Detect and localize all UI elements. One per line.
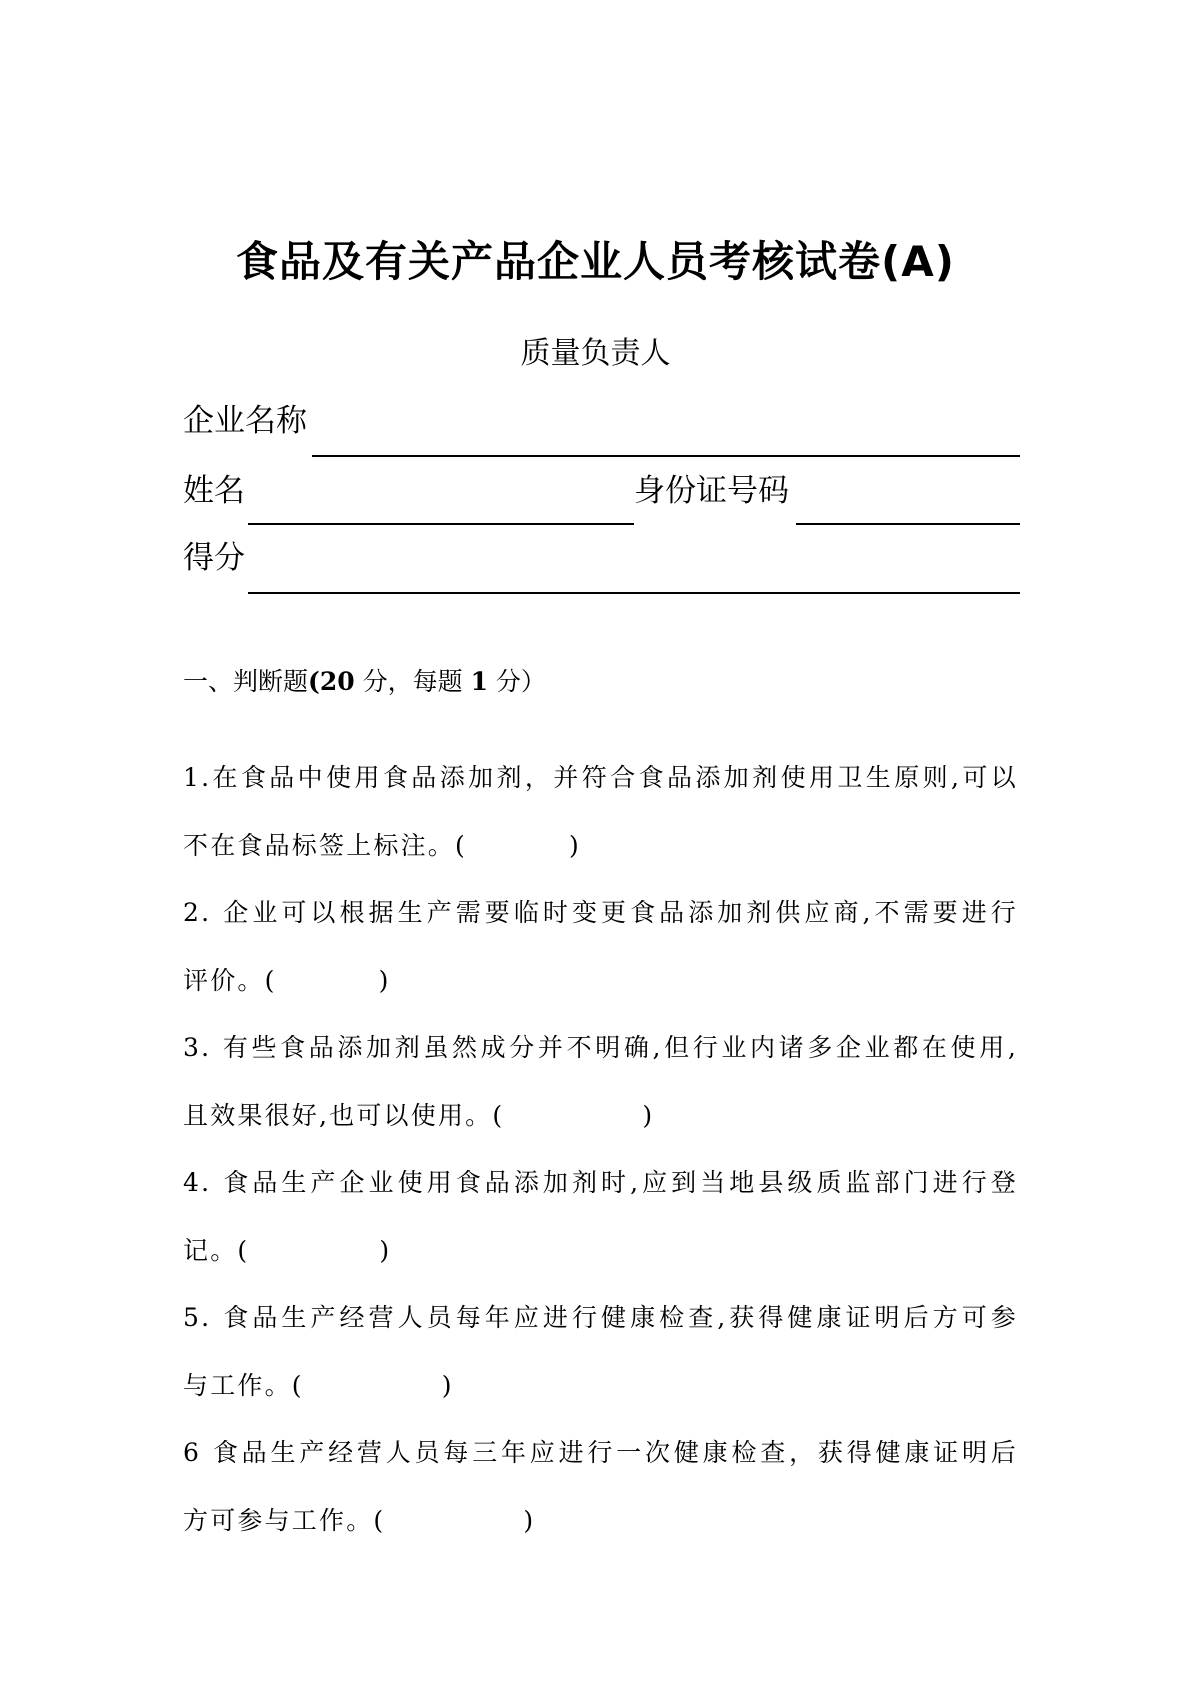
question-3-line-1: 3. 有些食品添加剂虽然成分并不明确,但行业内诸多企业都在使用, xyxy=(183,1033,1018,1062)
company-name-line[interactable] xyxy=(312,455,1020,457)
question-6-close-paren: ) xyxy=(523,1506,536,1535)
name-label: 姓名 xyxy=(183,473,245,509)
question-2-line-2 xyxy=(183,963,1018,999)
question-2-line-1: 2. 企业可以根据生产需要临时变更食品添加剂供应商,不需要进行 xyxy=(183,898,1018,927)
id-number-line[interactable] xyxy=(796,523,1020,525)
score-label: 得分 xyxy=(183,540,245,576)
question-6-text: 方可参与工作。( xyxy=(183,1506,386,1535)
section-heading xyxy=(183,664,546,700)
section-heading-each-points: 1 xyxy=(470,667,488,696)
company-name-label: 企业名称 xyxy=(183,403,307,439)
question-2-text: 评价。( xyxy=(183,966,277,995)
section-heading-mid: 分，每题 xyxy=(362,667,463,696)
question-1-line-2 xyxy=(183,828,1018,864)
section-heading-points: (20 xyxy=(308,667,355,696)
question-2-close-paren: ) xyxy=(378,966,391,995)
section-heading-prefix: 一、判断题 xyxy=(183,667,309,696)
question-4-text: 记。( xyxy=(183,1236,250,1265)
page-title: 食品及有关产品企业人员考核试卷(A) xyxy=(236,237,955,286)
name-line[interactable] xyxy=(248,523,634,525)
question-5-text: 与工作。( xyxy=(183,1371,304,1400)
question-1-text: 不在食品标签上标注。( xyxy=(183,831,467,860)
id-number-label: 身份证号码 xyxy=(634,473,789,509)
question-4-line-1: 4. 食品生产企业使用食品添加剂时,应到当地县级质监部门进行登 xyxy=(183,1168,1018,1197)
page-subtitle: 质量负责人 xyxy=(520,336,671,371)
question-6-line-2 xyxy=(183,1503,1018,1539)
question-1-close-paren: ) xyxy=(568,831,581,860)
question-5-close-paren: ) xyxy=(441,1371,454,1400)
question-1-line-1: 1.在食品中使用食品添加剂，并符合食品添加剂使用卫生原则,可以 xyxy=(183,763,1018,792)
score-line[interactable] xyxy=(248,592,1020,594)
question-5-line-1: 5. 食品生产经营人员每年应进行健康检查,获得健康证明后方可参 xyxy=(183,1303,1018,1332)
question-3-text: 且效果很好,也可以使用。( xyxy=(183,1101,505,1130)
question-3-line-2 xyxy=(183,1098,1018,1134)
section-heading-suffix: 分） xyxy=(495,667,546,696)
question-4-line-2 xyxy=(183,1233,1018,1269)
question-6-line-1: 6 食品生产经营人员每三年应进行一次健康检查，获得健康证明后 xyxy=(183,1438,1018,1467)
question-3-close-paren: ) xyxy=(642,1101,655,1130)
question-4-close-paren: ) xyxy=(379,1236,392,1265)
question-5-line-2 xyxy=(183,1368,1018,1404)
